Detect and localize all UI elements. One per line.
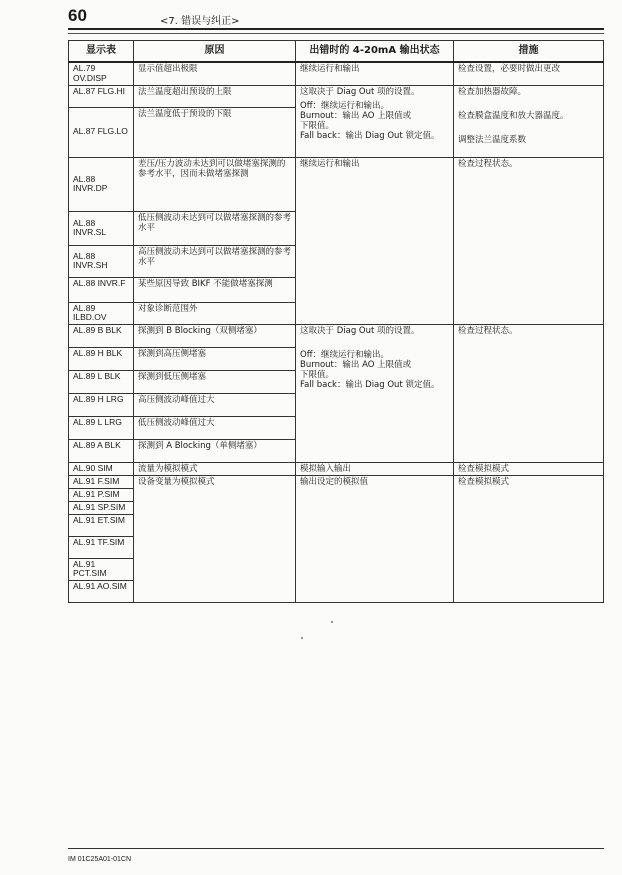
output-off: Off：继续运行和输出。: [300, 349, 390, 360]
code-cell: AL.91 PCT.SIM: [69, 558, 134, 580]
measure-cell: 检查模拟模式: [454, 462, 604, 475]
cause-cell: 对象诊断范围外: [134, 302, 296, 324]
header-display: 显示表: [69, 41, 134, 63]
cause-cell: 流量为模拟模式: [134, 462, 296, 475]
code-cell: AL.87 FLG.LO: [69, 107, 134, 157]
cause-cell: 探测到低压侧堵塞: [134, 370, 296, 393]
table-row: [69, 475, 604, 488]
document-id: IM 01C25A01-01CN: [68, 856, 132, 863]
table-row: [69, 85, 604, 107]
output-diag-text: 这取决于 Diag Out 项的设置。: [300, 86, 420, 97]
code-cell: AL.91 P.SIM: [69, 488, 134, 501]
cause-cell: 某些原因导致 BIKF 不能做堵塞探测: [134, 277, 296, 302]
cause-cell: 探测到 A Blocking（单侧堵塞）: [134, 439, 296, 462]
output-fallback: Fall back：输出 Diag Out 锁定值。: [300, 130, 440, 141]
chapter-title: <7. 错误与纠正>: [160, 16, 240, 27]
measure-cell: 检查模拟模式: [454, 475, 604, 602]
measure-cell: 检查过程状态。: [454, 157, 604, 324]
measure-capsule: 检查膜盒温度和放大器温度。: [458, 110, 569, 121]
measure-heater: 检查加热器故障。: [458, 86, 527, 97]
table-header-row: [69, 41, 604, 63]
code-cell: AL.88 INVR.SH: [69, 245, 134, 277]
header-rule: [68, 28, 604, 30]
output-burnout: Burnout：输出 AO 上限值或: [300, 110, 412, 121]
code-cell: AL.89 A BLK: [69, 439, 134, 462]
output-fallback: Fall back：输出 Diag Out 锁定值。: [300, 379, 440, 390]
output-cell: 继续运行和输出: [296, 157, 454, 324]
cause-cell: 高压侧波动峰值过大: [134, 393, 296, 416]
footer-rule: [68, 848, 604, 849]
output-cell: 继续运行和输出: [296, 62, 454, 85]
table-row: [69, 324, 604, 347]
header-rule-thin: [68, 33, 604, 34]
output-burnout-cont: 下限值。: [300, 120, 335, 131]
code-cell: AL.90 SIM: [69, 462, 134, 475]
output-cell: 模拟输入输出: [296, 462, 454, 475]
code-cell: AL.79 OV.DISP: [69, 62, 134, 85]
header-cause: 原因: [134, 41, 296, 63]
measure-coeff: 调整法兰温度系数: [458, 134, 527, 145]
code-cell: AL.91 AO.SIM: [69, 580, 134, 602]
table-row: [69, 462, 604, 475]
scan-speck: [331, 621, 333, 623]
output-burnout-cont: 下限值。: [300, 369, 335, 380]
output-burnout: Burnout：输出 AO 上限值或: [300, 359, 412, 370]
cause-cell: 差压/压力波动未达到可以做堵塞探测的参考水平，因而未做堵塞探测: [134, 157, 296, 211]
output-cell: 输出设定的模拟值: [296, 475, 454, 602]
cause-cell: 法兰温度超出预设的上限: [134, 85, 296, 107]
measure-cell: 检查过程状态。: [454, 324, 604, 462]
cause-cell: 高压侧波动未达到可以做堵塞探测的参考水平: [134, 245, 296, 277]
code-cell: AL.88 INVR.DP: [69, 157, 134, 211]
code-cell: AL.89 H BLK: [69, 347, 134, 370]
code-cell: AL.91 F.SIM: [69, 475, 134, 488]
code-cell: AL.88 INVR.F: [69, 277, 134, 302]
cause-cell: 设备变量为模拟模式: [134, 475, 296, 602]
header-measure: 措施: [454, 41, 604, 63]
output-cell: [296, 324, 454, 462]
header-output: 出错时的 4-20mA 输出状态: [296, 41, 454, 63]
cause-cell: 显示值超出极限: [134, 62, 296, 85]
page-number: 60: [68, 6, 87, 25]
output-diag-text: 这取决于 Diag Out 项的设置。: [300, 325, 420, 336]
measure-cell: 检查设置，必要时做出更改: [454, 62, 604, 85]
cause-cell: 探测到 B Blocking（双侧堵塞）: [134, 324, 296, 347]
scan-speck: [301, 637, 303, 639]
measure-cell: [454, 85, 604, 157]
output-off: Off：继续运行和输出。: [300, 100, 390, 111]
code-cell: AL.87 FLG.HI: [69, 85, 134, 107]
code-cell: AL.89 L LRG: [69, 416, 134, 439]
code-cell: AL.89 L BLK: [69, 370, 134, 393]
code-cell: AL.89 H LRG: [69, 393, 134, 416]
code-cell: AL.89 B BLK: [69, 324, 134, 347]
table-row: [69, 157, 604, 211]
cause-cell: 低压侧波动未达到可以做堵塞探测的参考水平: [134, 211, 296, 245]
cause-cell: 探测到高压侧堵塞: [134, 347, 296, 370]
code-cell: AL.89 ILBD.OV: [69, 302, 134, 324]
table-row: [69, 62, 604, 85]
cause-cell: 低压侧波动峰值过大: [134, 416, 296, 439]
code-cell: AL.88 INVR.SL: [69, 211, 134, 245]
cause-cell: 法兰温度低于预设的下限: [134, 107, 296, 157]
code-cell: AL.91 TF.SIM: [69, 536, 134, 558]
code-cell: AL.91 SP.SIM: [69, 501, 134, 514]
output-cell: [296, 85, 454, 157]
error-table: [68, 40, 604, 603]
code-cell: AL.91 ET.SIM: [69, 514, 134, 536]
